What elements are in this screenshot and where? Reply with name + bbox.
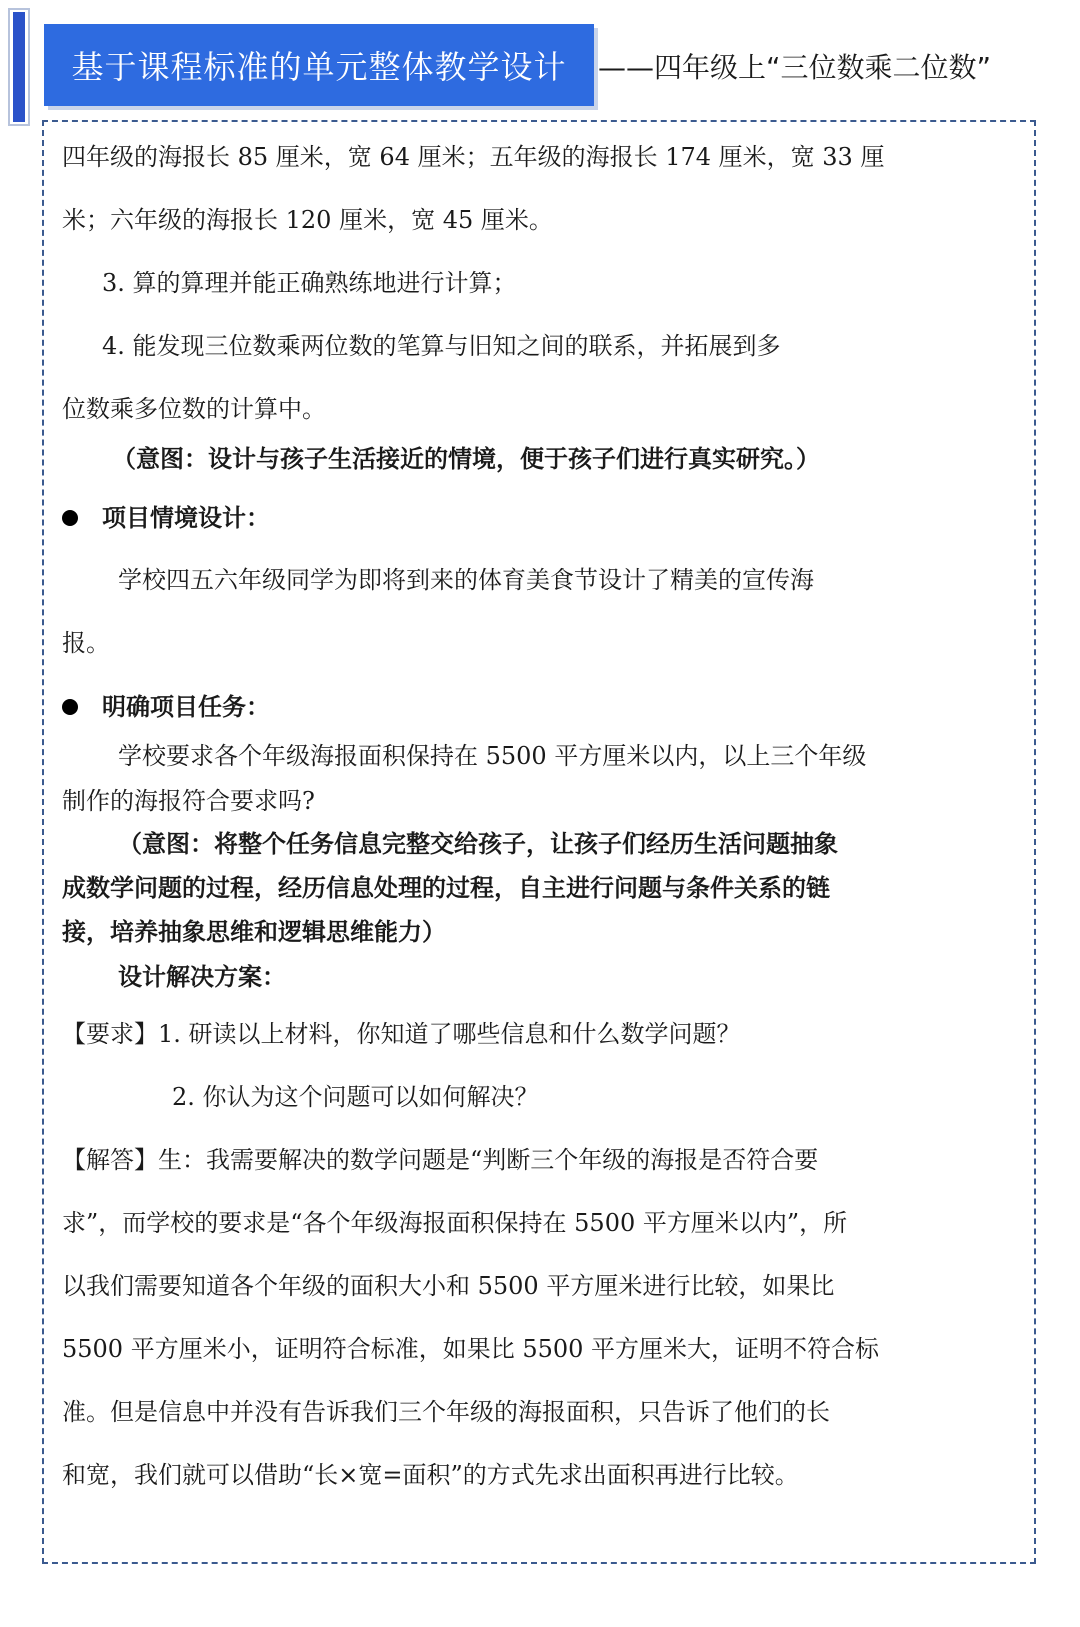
- intent-note-2: （意图：将整个任务信息完整交给孩子，让孩子们经历生活问题抽象: [118, 830, 838, 858]
- answer-line: 和宽，我们就可以借助“长×宽=面积”的方式先求出面积再进行比较。: [62, 1461, 799, 1489]
- objective-item-4-cont: 位数乘多位数的计算中。: [62, 395, 326, 423]
- intent-note-2-cont: 接，培养抽象思维和逻辑思维能力）: [62, 918, 446, 946]
- answer-line: 5500 平方厘米小，证明符合标准，如果比 5500 平方厘米大，证明不符合标: [62, 1335, 880, 1363]
- paragraph-line: 四年级的海报长 85 厘米，宽 64 厘米；五年级的海报长 174 厘米，宽 33 厘: [62, 143, 885, 171]
- page-title: 基于课程标准的单元整体教学设计: [71, 48, 567, 86]
- section-heading-task: [62, 692, 270, 722]
- header-title-box: [44, 24, 594, 106]
- intent-note: （意图：设计与孩子生活接近的情境，便于孩子们进行真实研究。）: [112, 445, 820, 473]
- requirement-line-2: 2. 你认为这个问题可以如何解决？: [172, 1083, 539, 1111]
- objective-item-4: 4. 能发现三位数乘两位数的笔算与旧知之间的联系，并拓展到多: [102, 332, 781, 360]
- answer-line: 【解答】生：我需要解决的数学问题是“判断三个年级的海报是否符合要: [62, 1146, 819, 1174]
- page-subtitle: ——四年级上“三位数乘二位数”: [598, 51, 992, 84]
- answer-line: 准。但是信息中并没有告诉我们三个年级的海报面积，只告诉了他们的长: [62, 1398, 830, 1426]
- task-text: 学校要求各个年级海报面积保持在 5500 平方厘米以内，以上三个年级: [118, 742, 867, 770]
- task-text-cont: 制作的海报符合要求吗?: [62, 787, 315, 815]
- scene-text-cont: 报。: [62, 629, 110, 657]
- answer-line: 以我们需要知道各个年级的面积大小和 5500 平方厘米进行比较，如果比: [62, 1272, 835, 1300]
- design-heading: 设计解决方案：: [118, 963, 286, 991]
- left-accent-bar: [13, 12, 25, 122]
- answer-line: 求”，而学校的要求是“各个年级海报面积保持在 5500 平方厘米以内”，所: [62, 1209, 848, 1237]
- section-heading-label: 明确项目任务：: [102, 693, 270, 721]
- section-heading-label: 项目情境设计：: [102, 504, 270, 532]
- scene-text: 学校四五六年级同学为即将到来的体育美食节设计了精美的宣传海: [118, 566, 814, 594]
- intent-note-2-cont: 成数学问题的过程，经历信息处理的过程，自主进行问题与条件关系的链: [62, 874, 830, 902]
- bullet-icon: [62, 510, 78, 526]
- bullet-icon: [62, 699, 78, 715]
- requirement-line: 【要求】1. 研读以上材料，你知道了哪些信息和什么数学问题？: [62, 1020, 741, 1048]
- section-heading-scene: [62, 503, 270, 533]
- objective-item-3: 3. 算的算理并能正确熟练地进行计算；: [102, 269, 517, 297]
- paragraph-line: 米；六年级的海报长 120 厘米，宽 45 厘米。: [62, 206, 553, 234]
